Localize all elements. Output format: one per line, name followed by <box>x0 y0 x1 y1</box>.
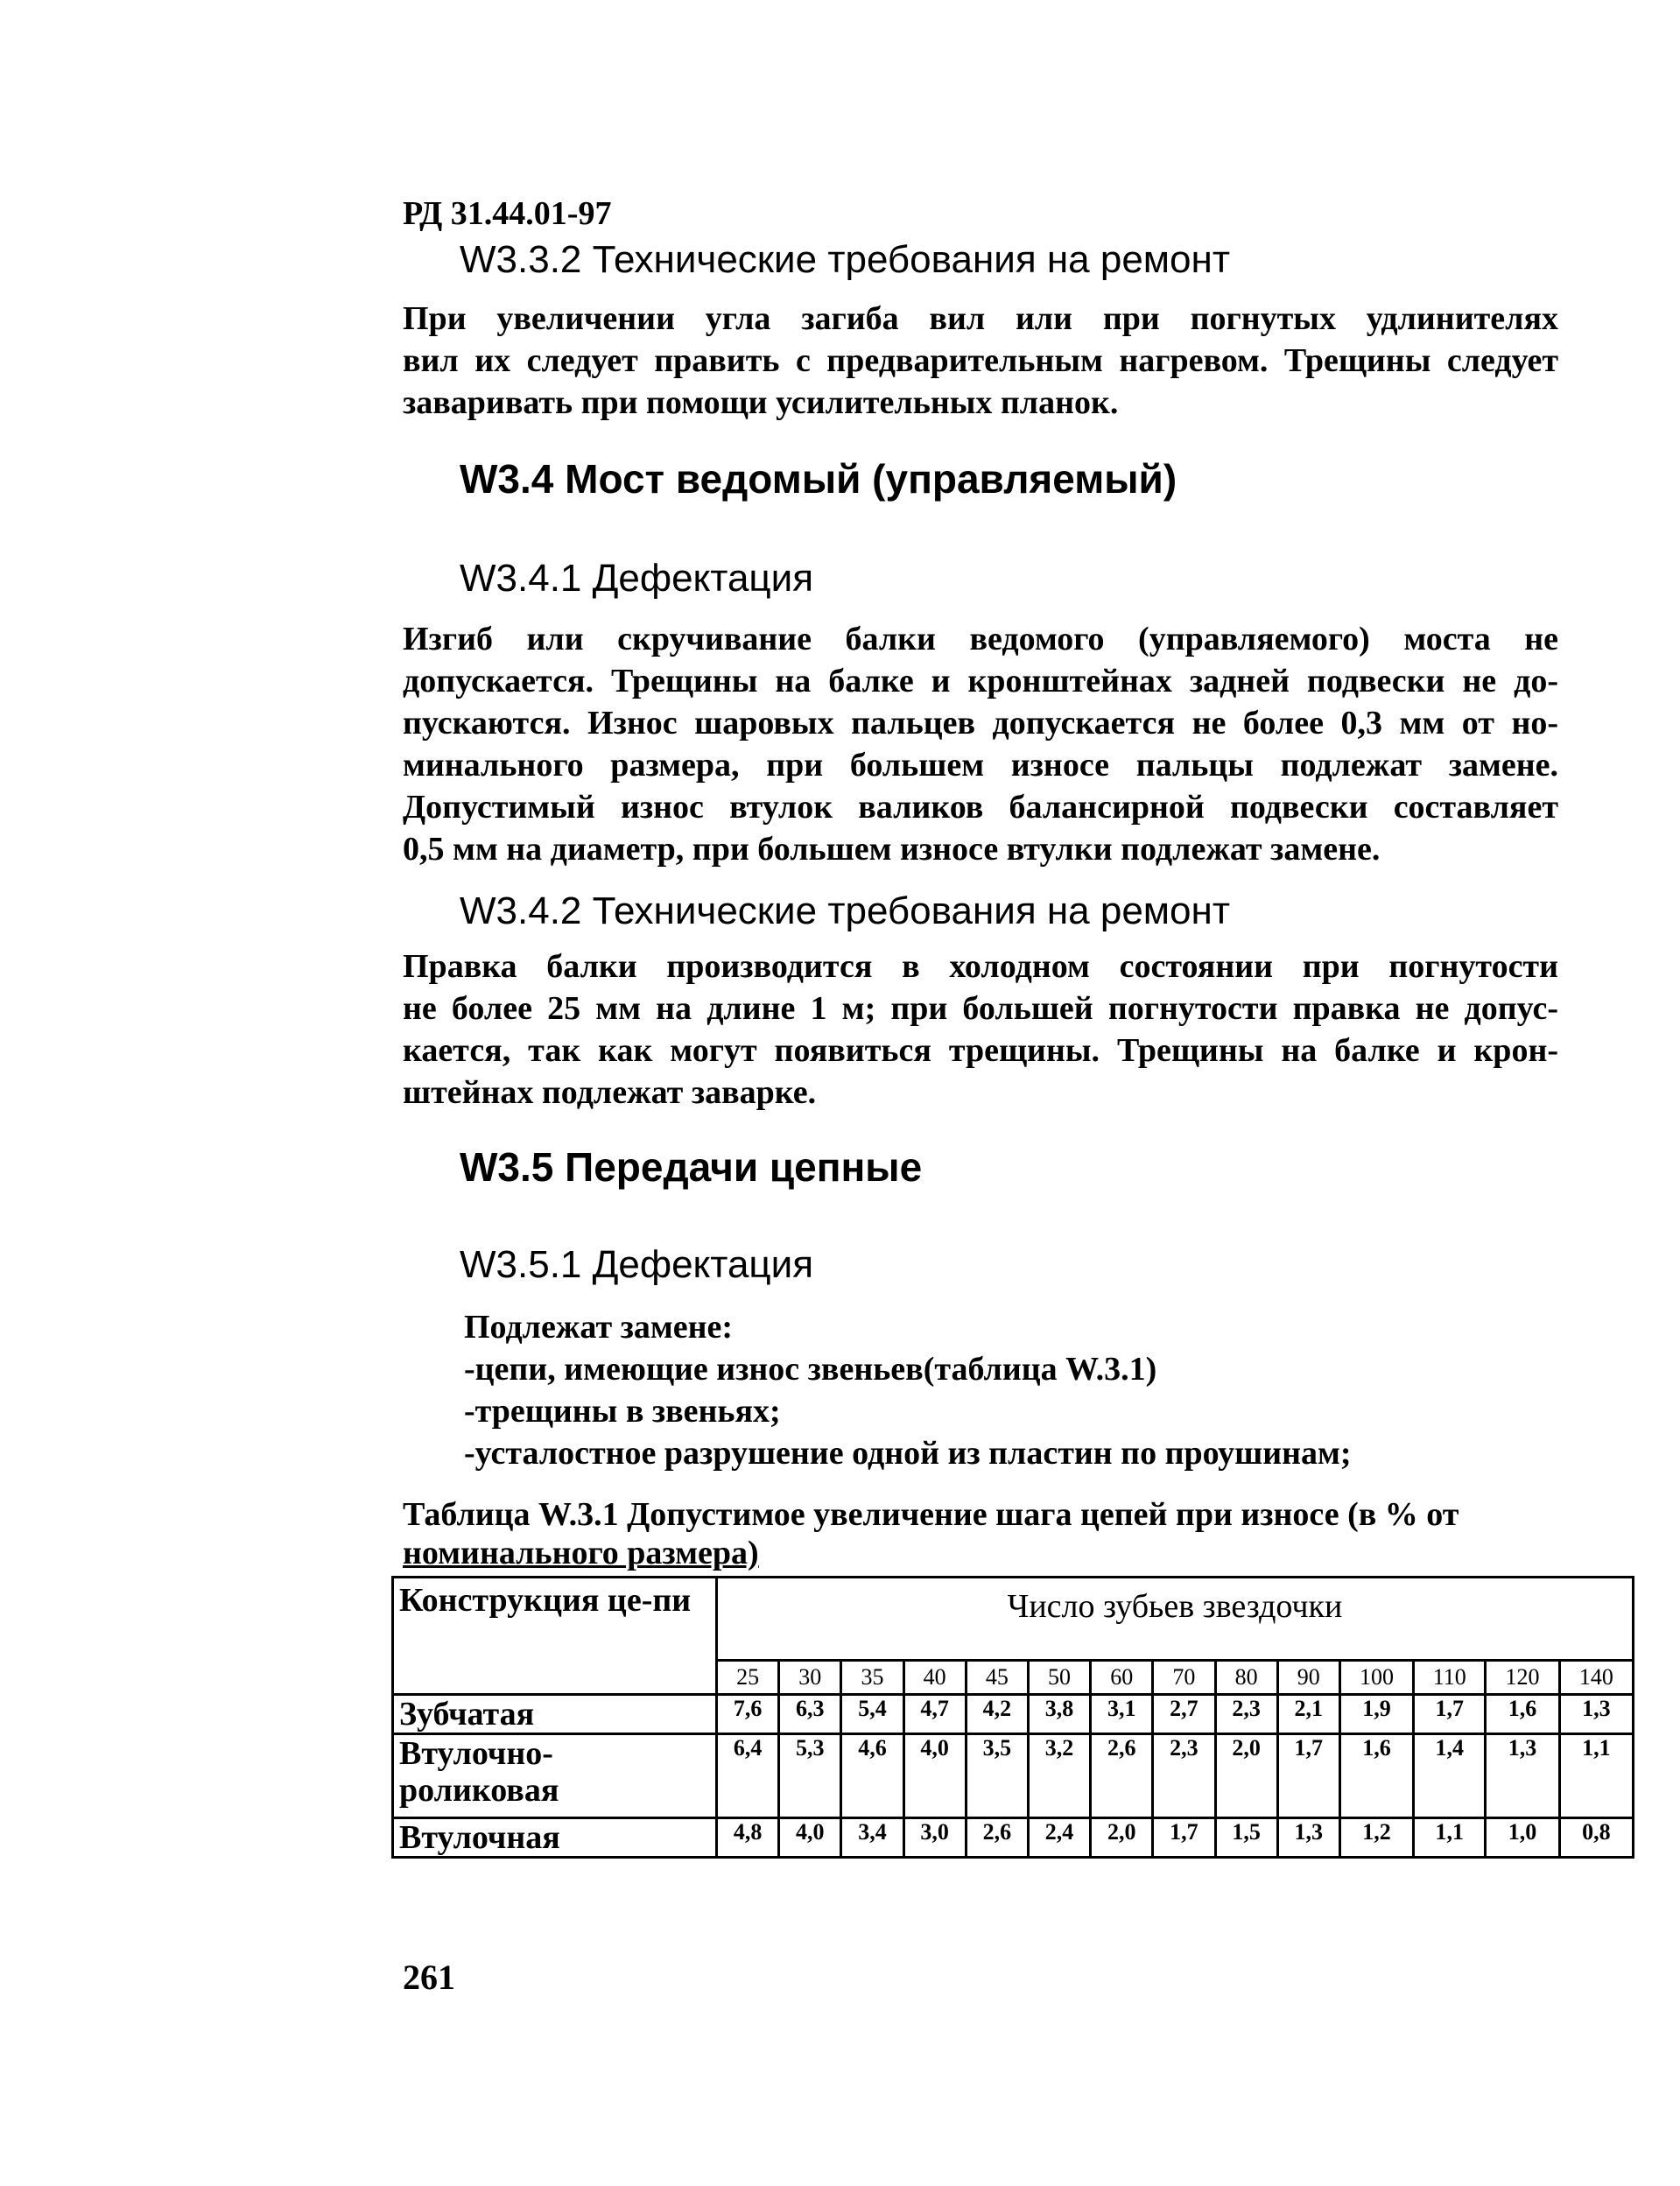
teeth-cell: 70 <box>1153 1661 1215 1695</box>
teeth-cell: 140 <box>1559 1661 1633 1695</box>
section-w341-text <box>403 618 1558 870</box>
value-cell: 2,1 <box>1277 1695 1339 1734</box>
table-row <box>393 1695 1634 1734</box>
table-caption-line: номинального размера) <box>403 1535 759 1571</box>
text-line: Допустимый износ втулок валиков балансирной подвески составляет <box>403 789 1558 826</box>
value-cell: 2,4 <box>1028 1818 1090 1858</box>
value-cell: 1,7 <box>1277 1734 1339 1818</box>
teeth-cell: 50 <box>1028 1661 1090 1695</box>
section-w341-title: W3.4.1 Дефектация <box>460 557 814 600</box>
section-w35-title: W3.5 Передачи цепные <box>460 1144 923 1190</box>
value-cell: 1,7 <box>1414 1695 1486 1734</box>
text-line: не более 25 мм на длине 1 м; при большей погнутости правка не допус- <box>403 990 1558 1027</box>
teeth-cell: 35 <box>841 1661 903 1695</box>
row-label: Втулочная <box>393 1818 717 1858</box>
value-cell: 3,4 <box>841 1818 903 1858</box>
document-code: РД 31.44.01-97 <box>403 195 612 232</box>
value-cell: 7,6 <box>717 1695 779 1734</box>
table-caption <box>403 1495 1558 1572</box>
value-cell: 1,0 <box>1486 1818 1559 1858</box>
value-cell: 2,7 <box>1153 1695 1215 1734</box>
value-cell: 1,6 <box>1486 1695 1559 1734</box>
section-w351-title: W3.5.1 Дефектация <box>460 1243 814 1286</box>
list-item: Подлежат замене: <box>464 1309 734 1346</box>
value-cell: 2,0 <box>1091 1818 1153 1858</box>
value-cell: 5,3 <box>779 1734 841 1818</box>
value-cell: 4,0 <box>779 1818 841 1858</box>
value-cell: 2,3 <box>1153 1734 1215 1818</box>
section-w332-title: W3.3.2 Технические требования на ремонт <box>460 238 1230 281</box>
table-caption-line: Таблица W.3.1 Допустимое увеличение шага цепей при износе (в % от <box>403 1496 1459 1533</box>
value-cell: 4,2 <box>966 1695 1028 1734</box>
value-cell: 2,3 <box>1215 1695 1277 1734</box>
value-cell: 6,3 <box>779 1695 841 1734</box>
table-header-row <box>393 1578 1634 1661</box>
list-item: -трещины в звеньях; <box>464 1393 781 1430</box>
text-line: Изгиб или скручивание балки ведомого (управляемого) моста не <box>403 621 1558 657</box>
text-line: При увеличении угла загиба вил или при погнутых удлинителях <box>403 300 1558 337</box>
value-cell: 1,2 <box>1339 1818 1413 1858</box>
list-item: -усталостное разрушение одной из пластин по проушинам; <box>464 1435 1352 1472</box>
value-cell: 1,6 <box>1339 1734 1413 1818</box>
value-cell: 1,1 <box>1414 1818 1486 1858</box>
teeth-cell: 30 <box>779 1661 841 1695</box>
value-cell: 1,7 <box>1153 1818 1215 1858</box>
section-w342-title: W3.4.2 Технические требования на ремонт <box>460 889 1230 932</box>
text-line: 0,5 мм на диаметр, при большем износе втулки подлежат замене. <box>403 831 1381 868</box>
value-cell: 1,3 <box>1486 1734 1559 1818</box>
value-cell: 1,3 <box>1559 1695 1633 1734</box>
page-number: 261 <box>403 1958 455 1997</box>
teeth-cell: 60 <box>1091 1661 1153 1695</box>
table-row <box>393 1818 1634 1858</box>
value-cell: 2,6 <box>966 1818 1028 1858</box>
value-cell: 3,1 <box>1091 1695 1153 1734</box>
chain-wear-table <box>391 1576 1634 1859</box>
value-cell: 1,5 <box>1215 1818 1277 1858</box>
value-cell: 4,0 <box>903 1734 966 1818</box>
value-cell: 1,4 <box>1414 1734 1486 1818</box>
value-cell: 1,3 <box>1277 1818 1339 1858</box>
replacement-list <box>464 1306 1352 1474</box>
value-cell: 5,4 <box>841 1695 903 1734</box>
value-cell: 1,1 <box>1559 1734 1633 1818</box>
text-line: заваривать при помощи усилительных планок. <box>403 384 1119 421</box>
value-cell: 4,8 <box>717 1818 779 1858</box>
value-cell: 1,9 <box>1339 1695 1413 1734</box>
text-line: допускается. Трещины на балке и кронштейнах задней подвески не до- <box>403 663 1558 699</box>
teeth-cell: 120 <box>1486 1661 1559 1695</box>
table-row <box>393 1734 1634 1818</box>
teeth-count-header: Число зубьев звездочки <box>717 1578 1634 1661</box>
value-cell: 3,2 <box>1028 1734 1090 1818</box>
value-cell: 2,6 <box>1091 1734 1153 1818</box>
value-cell: 6,4 <box>717 1734 779 1818</box>
value-cell: 4,7 <box>903 1695 966 1734</box>
teeth-cell: 80 <box>1215 1661 1277 1695</box>
teeth-cell: 40 <box>903 1661 966 1695</box>
section-w34-title: W3.4 Мост ведомый (управляемый) <box>460 456 1177 502</box>
value-cell: 0,8 <box>1559 1818 1633 1858</box>
text-line: вил их следует править с предварительным нагревом. Трещины следует <box>403 342 1558 379</box>
row-label: Зубчатая <box>393 1695 717 1734</box>
value-cell: 4,6 <box>841 1734 903 1818</box>
construction-header: Конструкция це-пи <box>393 1578 717 1695</box>
teeth-cell: 100 <box>1339 1661 1413 1695</box>
teeth-cell: 45 <box>966 1661 1028 1695</box>
list-item: -цепи, имеющие износ звеньев(таблица W.3.1) <box>464 1351 1157 1388</box>
text-line: минального размера, при большем износе пальцы подлежат замене. <box>403 747 1558 784</box>
teeth-cell: 110 <box>1414 1661 1486 1695</box>
section-w342-text <box>403 945 1558 1114</box>
text-line: пускаются. Износ шаровых пальцев допускается не более 0,3 мм от но- <box>403 705 1558 742</box>
text-line: Правка балки производится в холодном состоянии при погнутости <box>403 948 1558 985</box>
text-line: кается, так как могут появиться трещины. Трещины на балке и крон- <box>403 1032 1558 1069</box>
text-line: штейнах подлежат заварке. <box>403 1074 817 1111</box>
value-cell: 3,8 <box>1028 1695 1090 1734</box>
section-w332-text <box>403 298 1558 424</box>
value-cell: 3,0 <box>903 1818 966 1858</box>
value-cell: 2,0 <box>1215 1734 1277 1818</box>
row-label: Втулочно-роликовая <box>393 1734 717 1818</box>
teeth-cell: 25 <box>717 1661 779 1695</box>
value-cell: 3,5 <box>966 1734 1028 1818</box>
teeth-cell: 90 <box>1277 1661 1339 1695</box>
